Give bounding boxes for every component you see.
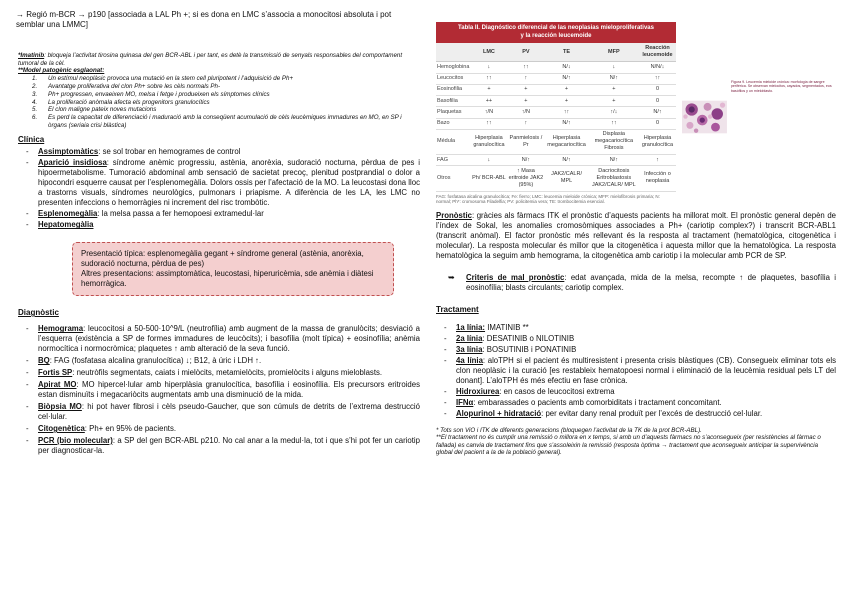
treatment-item-text: : aloTPH si el pacient és multiresistent i presenta crisis blàstiques (CB). Consegueix eliminar tots els clon neoplàsic i la curació [es restableix hematopoesi normal i eliminació de la leucèmia residual pels LT del donant]. L’aloTPH és més efectiu en fase crònica. [456,355,836,385]
model-list [18,75,420,131]
box-line-other: Altres presentacions: assimptomàtica, leucostasi, hiperuricèmia, sde anèmia i diàtesi hemorràgica. [81,269,374,289]
dash-bullet: - [26,402,29,412]
diff-table-block [436,22,676,205]
diagnostic-item-text: : Ph+ en 95% de pacients. [84,424,177,434]
dash-bullet: - [26,324,29,334]
table-cell: N/↑ [544,155,588,166]
table-cell: Médula [436,129,470,154]
treatment-item [436,398,836,408]
model-item-number: 3. [32,90,38,98]
treatment-item-text: : per evitar dany renal produït per l’excés de destrucció cel·lular. [541,408,763,418]
clinica-list [18,147,420,230]
table-cell: ↑/N [470,107,507,118]
footnote-2: **El tractament no és cumplir una remissió o millora en x temps, si amb un d’aquests fàrmacs no s’aconsegueix (per resistències al fàrmac o fallada) es canvia de tractament fins que s’assoleixin la remissió (resposta òptima → tractament que aconsegueix anticipar la supervivència global del pacient a la de la població general). [436,434,821,457]
table-cell: Leucocitos [436,73,470,84]
table-footnote: FAG: fosfatasa alcalina granulocítica; Fe: fierro; LMC: leucemia mieloide crónica; MFP: mielofibrosis primaria; N: normal; Ph*: cromosoma Filadelfia; PV: policitemia vera; TE: trombocitemia esencial. [436,193,660,205]
treatment-item-text: : en casos de leucocitosi extrema [499,386,615,396]
table-cell: Eosinofilia [436,84,470,95]
table-row [436,129,676,154]
table-cell: + [507,96,544,107]
diagnostic-item-label: Citogenètica [38,424,85,434]
model-title: **Model patogènic esglaonat: [18,67,105,75]
table-cell: 0 [639,84,676,95]
table-cell: N/↑ [544,118,588,129]
dash-bullet: - [444,333,447,343]
dash-bullet: - [26,356,29,366]
differential-table [436,43,676,191]
prognostic-label: Pronòstic [436,211,472,220]
table-cell: N/↓ [544,62,588,73]
clinica-item [18,158,420,208]
treatment-item-label: Hidroxiurea [456,386,500,396]
table-cell: ↑↑ [470,118,507,129]
arrow-line-m-bcr: → Regió m-BCR → p190 [associada a LAL Ph +; si es dona en LMC s’associa a monocitosi absoluta i pot semblar una LMMC] [16,10,392,30]
footnote-1: * Tots son ViO i ITK de diferents generacions (bloquegen l’activitat de la TK de la prot BCR-ABL). [436,426,702,434]
model-item-number: 2. [32,82,38,90]
diagnostic-item [18,402,420,422]
diagnostic-item-text: : MO hipercel·lular amb hiperplàsia granulocítica, basofília i eosinofília. Els precursors eritroides estan disminuïts i megacariòcits augmentats amb una disminució de la mida. [38,380,420,400]
diagnostic-item [18,380,420,400]
table-cell: FAG [436,155,470,166]
bad-prognosis-label: Criteris de mal pronòstic [466,272,565,282]
treatment-item-label: 1a línia: [456,323,486,333]
presentation-box [72,242,394,296]
table-cell: ↑ [639,155,676,166]
diagnostic-item [18,436,420,456]
diagnostic-item-text: : a SP del gen BCR-ABL p210. No cal anar a la medul·la, tot i que s’hi pot fer un cariotip per diagnosticar-la. [38,436,420,455]
model-item [18,83,420,91]
prognostic-text: : gràcies als fàrmacs ITK el pronòstic d’aquests pacients ha millorat molt. El pronòstic general depèn de l’índex de Sokal, les anomalies cromosòmiques associades a Ph+ (cariotip complex?) i transcrit BCR-ABL1 (transcrit anòmal). El factor pronòstic més rellevant és la resposta al tractament (hematològica, citogenètica i molecular). La resposta molecular és millor que la citogenètica i aquesta millor que la hematològica. La resposta hematològica la seguim amb hemograma, la citogenètica amb cariotip i la molecular amb PCR de SP. [436,211,836,260]
diagnostic-item-label: Apirat MO [38,380,77,390]
table-row [436,84,676,95]
dash-bullet: - [26,368,29,378]
clinica-item [18,220,420,230]
table-cell: Hemoglobina [436,62,470,73]
diagnostic-item [18,368,420,378]
table-cell: N/↑ [507,155,544,166]
table-header: Reacción leucemoide [639,43,676,62]
table-row [436,107,676,118]
left-column [18,52,420,458]
table-cell: Hiperplasia granulocítica [639,129,676,154]
checkmark-arrow-icon: ➥ [448,272,455,282]
table-cell: Ph/ BCR-ABL [470,166,507,191]
dash-bullet: - [26,424,29,434]
table-cell: ↑↑ [544,107,588,118]
clinica-item-text: : síndrome anèmic progressiu, astènia, anorèxia, sudoració nocturna, pèrdua de pes i hipoermetabolisme. Tumoració abdominal amb sensació de sacietat precoç, plenitud postprandial o dolor a hipocondri esquerre causat per l’esplenomegàlia. Dolors ossis per l’afectació de la MO. La leucostasi dona lloc a trastorns visuals, síndromes neurològics, pulmonars i priapisme. A diferència de les LA, les LMC no presenten infeccions o hemorràgies ni increment del risc trombòtic. [38,158,420,208]
diagnostic-item-label: PCR (bio molecular) [38,436,113,446]
model-item-text: El clon maligne pateix noves mutacions [48,106,157,114]
treatment-item-label: 4a línia [456,355,483,365]
treatment-title: Tractament [436,304,479,314]
imatinib-label: *Imatinib [18,52,45,59]
table-cell: N/↑ [589,155,639,166]
table-cell: + [507,84,544,95]
treatment-list [436,323,836,419]
model-item-text: Es perd la capacitat de diferenciació i maduració amb la conseqüent acumulació de cèls leucèmiques immadures en MO, en SP i òrgans (seriaia crisi blàstica) [48,114,402,130]
blood-smear-image [682,80,727,154]
model-item [18,75,420,83]
table-cell: + [589,96,639,107]
clinica-item-text: : la melsa passa a fer hemopoesi extramedul·lar [97,209,264,219]
diagnostic-item-label: Hemograma [38,324,84,334]
box-line-typical: Presentació típica: esplenomegàlia gegant + síndrome general (astènia, anorèxia, sudoració nocturna, pèrdua de pes) [81,249,364,269]
right-column [436,22,836,457]
treatment-item-label: 2a línia [456,333,483,343]
prognostic-paragraph [436,211,836,261]
diagnostic-item [18,356,420,366]
table-row [436,62,676,73]
table-cell: ↓ [470,62,507,73]
treatment-item [436,356,836,386]
dash-bullet: - [26,380,29,390]
table-cell: Bazo [436,118,470,129]
dash-bullet: - [444,408,447,418]
dash-bullet: - [26,436,29,446]
table-cell: N/↑ [639,107,676,118]
clinica-item-label: Assimptomàtics [38,147,99,157]
table-cell: ↑↑ [589,118,639,129]
treatment-item-label: Alopurinol + hidratació [456,408,542,418]
table-cell: Otros [436,166,470,191]
table-cell: 0 [639,118,676,129]
clinica-item-label: Aparició insidiosa [38,158,107,168]
table-cell: Infección o neoplasia [639,166,676,191]
table-row [436,118,676,129]
dash-bullet: - [444,397,447,407]
table-cell: Panmielosis / Pr [507,129,544,154]
dash-bullet: - [444,355,447,365]
table-cell: ↓ [470,155,507,166]
treatment-item [436,387,836,397]
dash-bullet: - [26,209,29,219]
table-cell: ↑/N [507,107,544,118]
model-item-text: Avantatge proliferativa del clon Ph+ sobre les cèls normals Ph- [48,82,221,90]
model-item [18,106,420,114]
table-cell: N/N/↓ [639,62,676,73]
table-cell: + [470,84,507,95]
table-title-line1: Tabla II. Diagnóstico diferencial de las neoplasias mieloproliferativas [458,25,654,31]
model-item-text: Un estímul neoplàsic provoca una mutació en la stem cell pluripotent i l’adquisició de Ph+ [48,74,294,82]
dash-bullet: - [444,386,447,396]
table-cell: ↑ Masa eritroide JAK2 (95%) [507,166,544,191]
diagnostic-item-label: Fortis SP [38,368,73,378]
model-item-number: 1. [32,74,38,82]
diagnostic-item-label: Biòpsia MO [38,402,82,412]
diagnostic-item-text: : hi pot haver fibrosi i cèls pseudo-Gaucher, que son cúmuls de detrits de l’extrema destrucció cel·lular. [38,402,420,422]
treatment-item-text: : BOSUTINIB i PONATINIB [482,344,577,354]
table-row [436,166,676,191]
diagnostic-item [18,424,420,434]
table-header [436,43,470,62]
treatment-item-label: 3a línia [456,344,483,354]
treatment-item [436,323,836,333]
table-cell: ↑/↓ [589,107,639,118]
clinica-item [18,209,420,219]
table-cell: Displasia megacariocítica Fibrosis [589,129,639,154]
table-cell: ↑ [507,118,544,129]
table-cell: Hiperplasia granulocítica [470,129,507,154]
treatment-item [436,409,836,419]
model-item-number: 4. [32,98,38,106]
model-item-text: La proliferació anòmala afecta els progenitors granulocítics [48,98,210,106]
clinica-item-label: Esplenomegàlia [38,209,98,219]
imatinib-note [18,52,420,67]
table-cell: ↓ [589,62,639,73]
table-cell: Plaquetas [436,107,470,118]
imatinib-text: : bloqueja l’activitat tirosina quinasa del gen BCR-ABL i per tant, es detè la transmissió de senyals responsables del comportament tumoral de la cèl. [18,52,403,67]
model-item-number: 6. [32,114,38,122]
table-title [436,22,676,43]
diagnostic-item-text: : FAG (fosfatasa alcalina granulocítica) ↓; B12, à úric i LDH ↑. [49,356,262,366]
diagnostic-item-text: : neutròfils segmentats, caiats i mielòcits, metamielòcits, promielòcits i alguns mieloblasts. [72,368,383,378]
diagnostic-item-label: BQ [38,356,50,366]
table-cell: ↑↑ [639,73,676,84]
table-title-line2: y la reacción leucemoide [520,32,592,39]
model-item [18,91,420,99]
table-row [436,96,676,107]
treatment-item [436,334,836,344]
diagnostic-list [18,324,420,456]
dash-bullet: - [444,323,447,333]
table-cell: + [544,96,588,107]
bad-prognosis-text: : edat avançada, mida de la melsa, recompte ↑ de plaquetes, basofília i eosinofília; blasts circulants; cariotip complex. [466,272,837,292]
dash-bullet: - [26,158,29,168]
table-cell: Basofilia [436,96,470,107]
treatment-item-text: IMATINIB ** [485,323,529,333]
treatment-item-label: IFNα [456,397,474,407]
dash-bullet: - [26,147,29,157]
table-cell: N/↑ [589,73,639,84]
table-cell: JAK2/CALR/ MPL [544,166,588,191]
table-header: TE [544,43,588,62]
treatment-item-text: : embarassades o pacients amb comorbiditats i tractament concomitant. [473,397,722,407]
clinica-item-label: Hepatomegàlia [38,220,94,230]
table-cell: + [544,84,588,95]
treatment-item [436,345,836,355]
table-header: LMC [470,43,507,62]
clinica-item-text: : se sol trobar en hemogrames de control [98,147,241,157]
diagnostic-title: Diagnòstic [18,308,59,318]
dash-bullet: - [26,220,29,230]
treatment-item-text: : DESATINIB o NILOTINIB [482,333,575,343]
table-row [436,155,676,166]
table-cell: ↑↑ [470,73,507,84]
table-cell: Hiperplasia megacariocítica [544,129,588,154]
table-cell: ++ [470,96,507,107]
table-cell: ↑ [507,73,544,84]
table-cell: 0 [639,96,676,107]
model-item-text: Ph+ progressen, envaeixen MO, melsa i fetge i produeixen els símptomes clínics [48,90,270,98]
model-item [18,99,420,107]
table-cell: + [589,84,639,95]
clinica-title: Clínica [18,135,45,145]
model-item [18,114,420,130]
diagnostic-item-text: : leucocitosi a 50-500·10^9/L (neutrofília) amb augment de la massa de granulòcits; desviació a l’esquerra (existència a SP de formes immadures de leucòcits); i basofília (molt típica) + eosinofília; anèmia normocítica i normocròmica; plaquetes ↑ amb alteració de la seva funció. [38,324,420,354]
table-cell: N/↑ [544,73,588,84]
clinica-item [18,147,420,157]
table-header: PV [507,43,544,62]
dash-bullet: - [444,344,447,354]
blood-smear-figure [682,80,836,205]
table-row [436,73,676,84]
table-cell: Dacriocitosis Eritroblastosis JAK2/CALR/ MPL [589,166,639,191]
table-header: MFP [589,43,639,62]
bad-prognosis [436,273,836,293]
table-cell: ↑↑ [507,62,544,73]
figure-caption: Figura 9. Leucemia mieloide crónica: morfología de sangre periférica. Se observan mielocitos, cayados, segmentados, eos basófilos y un mieloblasto. [730,80,832,93]
model-item-number: 5. [32,106,38,114]
diagnostic-item [18,324,420,354]
